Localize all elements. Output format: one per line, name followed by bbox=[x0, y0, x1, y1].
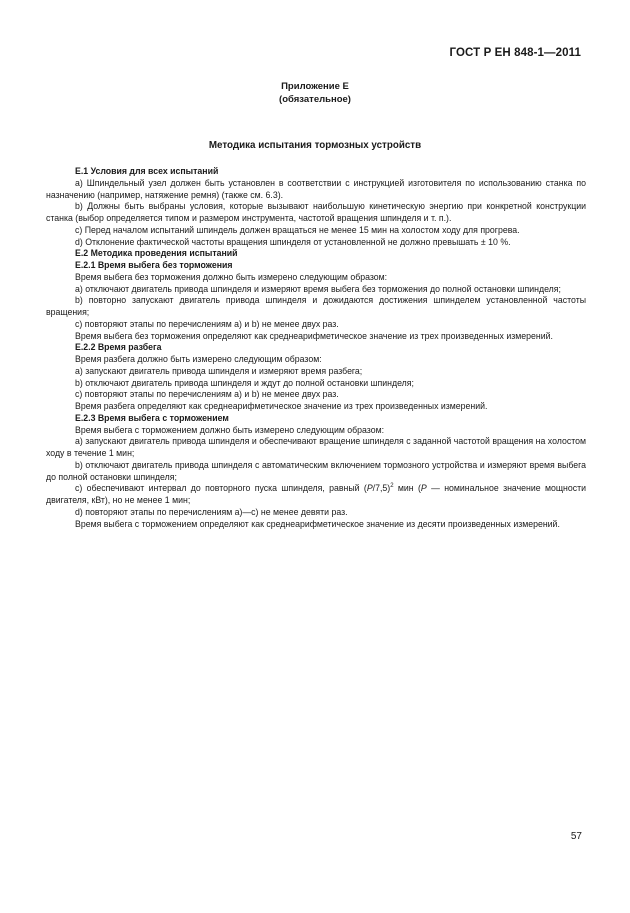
e1-item-b: b) Должны быть выбраны условия, которые вызывают наибольшую кинетическую энергию при конкретной конструкции станка (выбор определяется типом и размером инструмента, частотой вращения шпинделя и т. п.). bbox=[46, 201, 586, 223]
section-heading-e23: E.2.3 Время выбега с торможением bbox=[75, 412, 229, 423]
e23-item-d: d) повторяют этапы по перечислениям а)—c) не менее девяти раз. bbox=[75, 506, 348, 517]
section-heading-e21: E.2.1 Время выбега без торможения bbox=[75, 260, 233, 270]
e21-item-a: а) отключают двигатель привода шпинделя и измеряют время выбега без торможения до полной остановки шпинделя; bbox=[75, 283, 561, 294]
e22-item-a: а) запускают двигатель привода шпинделя и измеряют время разбега; bbox=[75, 365, 363, 376]
e21-result: Время выбега без торможения определяют как среднеарифметическое значение из трех произведенных измерений. bbox=[75, 330, 553, 341]
document-title: Методика испытания тормозных устройств bbox=[208, 140, 422, 151]
e23-c-exponent: 2 bbox=[390, 483, 394, 490]
e23-c-var-p: P bbox=[366, 483, 373, 494]
e1-item-a: а) Шпиндельный узел должен быть установлен в соответствии с инструкцией изготовителя по использованию станка по назначению (например, натяжение ремня) (также см. 6.3). bbox=[46, 177, 586, 200]
e1-item-c: c) Перед началом испытаний шпиндель должен вращаться не менее 15 мин на холостом ходу для прогрева. bbox=[75, 224, 520, 235]
e22-item-c: c) повторяют этапы по перечислениям а) и b) не менее двух раз. bbox=[75, 389, 339, 400]
e23-result: Время выбега с торможением определяют как среднеарифметическое значение из десяти произведенных измерений. bbox=[75, 518, 560, 529]
e22-item-b: b) отключают двигатель привода шпинделя и ждут до полной остановки шпинделя; bbox=[75, 377, 414, 388]
section-heading-e22: E.2.2 Время разбега bbox=[75, 342, 162, 353]
e21-item-c: c) повторяют этапы по перечислениям а) и b) не менее двух раз. bbox=[75, 318, 339, 329]
e21-intro: Время выбега без торможения должно быть измерено следующим образом: bbox=[75, 271, 388, 282]
document-body bbox=[46, 166, 586, 530]
annex-heading bbox=[0, 81, 630, 106]
e23-c-text-1: c) обеспечивают интервал до повторного пуска шпинделя, равный ( bbox=[75, 483, 367, 494]
e22-result: Время разбега определяют как среднеарифметическое значение из трех произведенных измерений. bbox=[75, 401, 488, 411]
e23-c-text-4: — номинальное значение мощности двигателя, кВт), но не менее 1 мин; bbox=[46, 483, 587, 505]
section-heading-e2: E.2 Методика проведения испытаний bbox=[75, 248, 238, 259]
e21-item-b: b) повторно запускают двигатель привода шпинделя и дожидаются достижения шпинделем установленной частоты вращения; bbox=[46, 295, 586, 317]
annex-status: (обязательное) bbox=[279, 93, 351, 105]
e23-c-text-2: /7,5) bbox=[372, 483, 391, 494]
e22-intro: Время разбега должно быть измерено следующим образом: bbox=[75, 354, 322, 364]
standard-code: ГОСТ Р ЕН 848-1—2011 bbox=[449, 47, 581, 59]
e23-intro: Время выбега с торможением должно быть измерено следующим образом: bbox=[75, 424, 385, 435]
e1-item-d: d) Отклонение фактической частоты вращения шпинделя от установленной не должно превышать ± 10 %. bbox=[75, 236, 511, 247]
section-heading-e1: E.1 Условия для всех испытаний bbox=[75, 166, 219, 176]
e23-item-b: b) отключают двигатель привода шпинделя с автоматическим включением тормозного устройства и измеряют время выбега до полной остановки шпинделя; bbox=[46, 459, 586, 482]
e23-item-a: а) запускают двигатель привода шпинделя и обеспечивают вращение шпинделя с заданной частотой вращения на холостом ходу в течение 1 мин; bbox=[46, 436, 586, 458]
e23-item-c bbox=[46, 483, 586, 507]
page-number: 57 bbox=[570, 831, 582, 842]
e23-c-text-3: мин ( bbox=[393, 483, 421, 494]
annex-title: Приложение E bbox=[281, 81, 349, 92]
e23-c-var-p2: P bbox=[420, 483, 427, 494]
